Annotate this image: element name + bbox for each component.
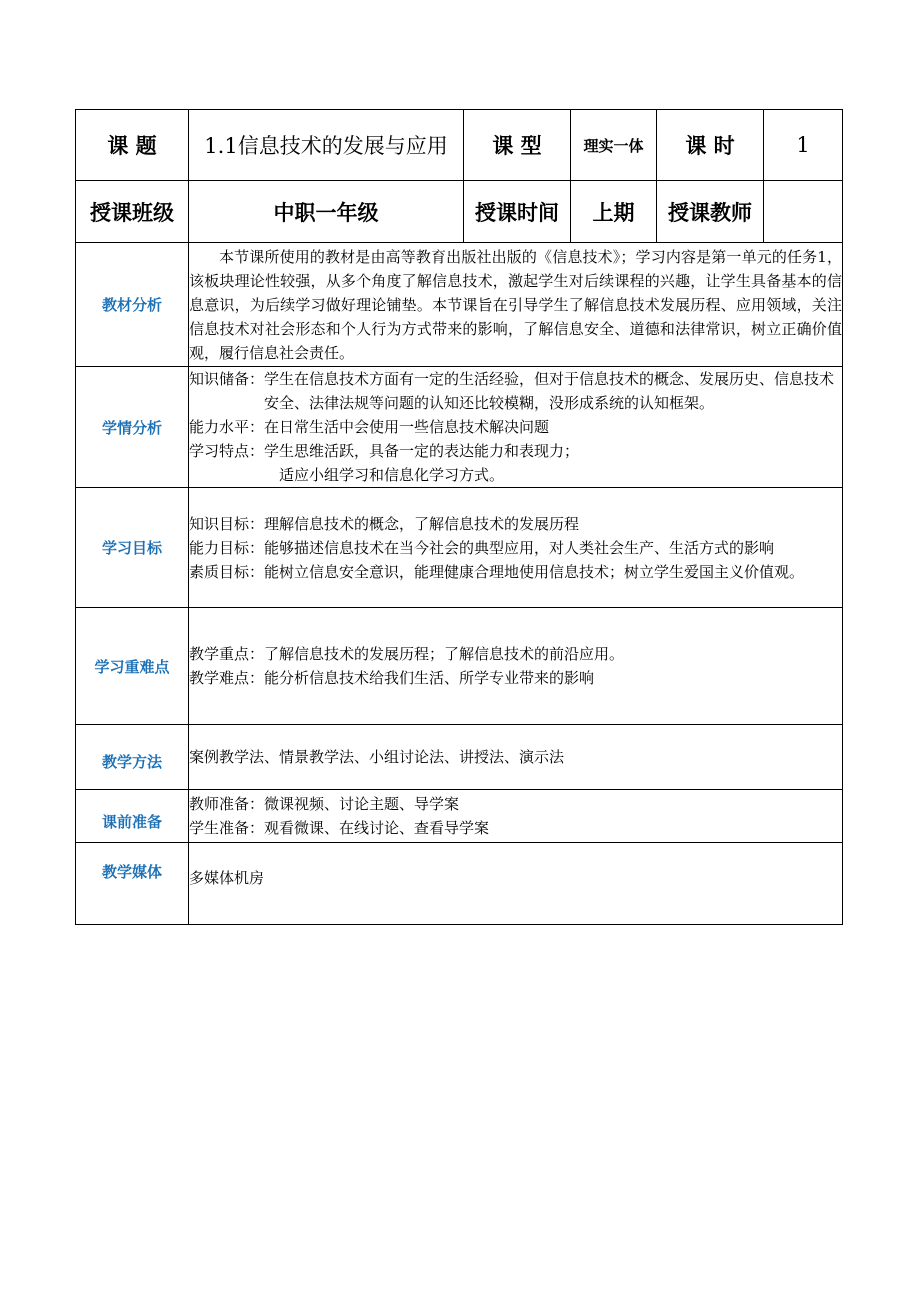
- preparation-label: 课前准备: [76, 790, 189, 843]
- teacher-label: 授课教师: [657, 181, 764, 243]
- knowledge-reserve: 知识储备： 学生在信息技术方面有一定的生活经验，但对于信息技术的概念、发展历史、信息技术安全、法律法规等问题的认知还比较模糊，没形成系统的认知框架。: [189, 370, 835, 412]
- teacher-preparation: 教师准备：微课视频、讨论主题、导学案: [189, 795, 460, 813]
- row-preparation: [76, 790, 843, 843]
- teaching-method-label: 教学方法: [76, 725, 189, 790]
- class-label: 授课班级: [76, 181, 189, 243]
- header-row-class: [76, 181, 843, 243]
- teaching-focus: 教学重点：了解信息技术的发展历程；了解信息技术的前沿应用。: [189, 645, 625, 663]
- topic-value: 1.1信息技术的发展与应用: [189, 110, 464, 181]
- row-learning-goals: [76, 488, 843, 608]
- material-analysis-text: 本节课所使用的教材是由高等教育出版社出版的《信息技术》；学习内容是第一单元的任务1，该板块理论性较强，从多个角度了解信息技术，激起学生对后续课程的兴趣，让学生具备基本的信息意识，为后续学习做好理论铺垫。本节课旨在引导学生了解信息技术发展历程、应用领域，关注信息技术对社会形态和个人行为方式带来的影响，了解信息安全、道德和法律常识，树立正确价值观，履行信息社会责任。: [189, 247, 842, 362]
- row-material-analysis: [76, 243, 843, 367]
- type-label: 课 型: [464, 110, 571, 181]
- media-text: 多媒体机房: [189, 843, 843, 925]
- ability-level: 能力水平： 在日常生活中会使用一些信息技术解决问题: [189, 418, 550, 436]
- knowledge-goal: 知识目标：理解信息技术的概念，了解信息技术的发展历程: [189, 514, 580, 533]
- quality-goal: 素质目标：能树立信息安全意识，能理健康合理地使用信息技术；树立学生爱国主义价值观。: [189, 562, 805, 581]
- time-value: 上期: [571, 181, 657, 243]
- ability-goal: 能力目标：能够描述信息技术在当今社会的典型应用，对人类社会生产、生活方式的影响: [189, 538, 775, 557]
- material-analysis-cell: [189, 243, 843, 367]
- learning-traits: 学习特点： 学生思维活跃，具备一定的表达能力和表现力；: [189, 442, 580, 460]
- hours-label: 课 时: [657, 110, 764, 181]
- class-value: 中职一年级: [189, 181, 464, 243]
- material-analysis-label: 教材分析: [76, 243, 189, 367]
- learning-goals-cell: [189, 488, 843, 608]
- key-points-label: 学习重难点: [76, 608, 189, 725]
- teaching-difficulty: 教学难点：能分析信息技术给我们生活、所学专业带来的影响: [189, 669, 595, 687]
- header-row-topic: [76, 110, 843, 181]
- time-label: 授课时间: [464, 181, 571, 243]
- teacher-value: [764, 181, 843, 243]
- media-label: 教学媒体: [76, 843, 189, 925]
- row-media: [76, 843, 843, 925]
- learning-goals-label: 学习目标: [76, 488, 189, 608]
- student-analysis-cell: [189, 367, 843, 488]
- topic-label: 课 题: [76, 110, 189, 181]
- hours-value: 1: [764, 110, 843, 181]
- row-student-analysis: [76, 367, 843, 488]
- key-points-cell: [189, 608, 843, 725]
- preparation-cell: [189, 790, 843, 843]
- student-analysis-label: 学情分析: [76, 367, 189, 488]
- lesson-plan-table: [75, 109, 843, 925]
- learning-traits-extra: 适应小组学习和信息化学习方式。: [279, 466, 505, 484]
- row-teaching-method: [76, 725, 843, 790]
- student-preparation: 学生准备：观看微课、在线讨论、查看导学案: [189, 819, 490, 837]
- type-value: 理实一体: [571, 110, 657, 181]
- row-key-points: [76, 608, 843, 725]
- teaching-method-text: 案例教学法、情景教学法、小组讨论法、讲授法、演示法: [189, 725, 843, 790]
